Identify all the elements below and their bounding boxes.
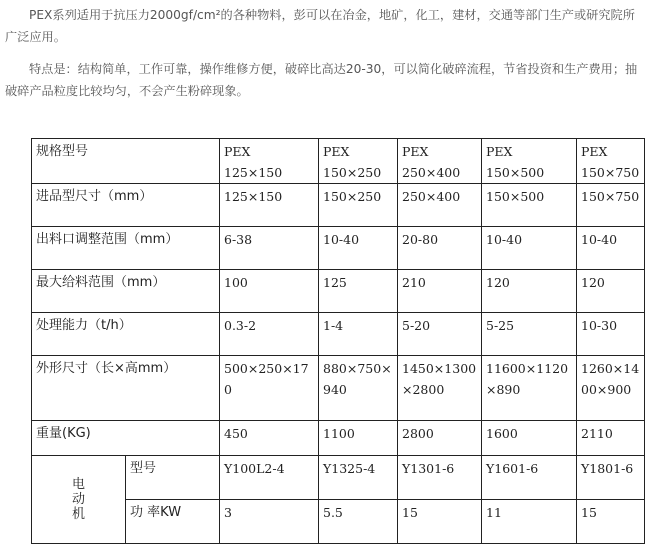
model-header: PEX 150×250: [319, 139, 398, 184]
table-cell: 120: [482, 270, 577, 313]
table-cell: 15: [577, 500, 645, 544]
table-row: [32, 184, 645, 227]
motor-model-label: 型号: [126, 456, 220, 500]
table-cell: 125×150: [220, 184, 319, 227]
table-cell: 2110: [577, 421, 645, 456]
table-cell: 1260×1400×900: [577, 356, 645, 421]
table-cell: 6-38: [220, 227, 319, 270]
model-header: PEX 150×500: [482, 139, 577, 184]
table-cell: 5-25: [482, 313, 577, 356]
table-cell: 11: [482, 500, 577, 544]
motor-label: [32, 456, 126, 544]
table-cell: 120: [577, 270, 645, 313]
table-row: [32, 227, 645, 270]
model-header: PEX 125×150: [220, 139, 319, 184]
table-cell: Y1801-6: [577, 456, 645, 500]
table-cell: 880×750×940: [319, 356, 398, 421]
row-label: 进品型尺寸（mm）: [32, 184, 220, 227]
table-cell: 210: [398, 270, 482, 313]
intro-text: [5, 4, 641, 102]
table-cell: 2800: [398, 421, 482, 456]
table-cell: 20-80: [398, 227, 482, 270]
spec-table: [31, 138, 645, 544]
table-row: [32, 313, 645, 356]
table-cell: 3: [220, 500, 319, 544]
table-cell: 5.5: [319, 500, 398, 544]
intro-paragraph-2: 特点是：结构简单，工作可靠，操作维修方便，破碎比高达20-30，可以简化破碎流程，节省投资和生产费用；抽破碎产品粒度比较均匀，不会产生粉碎现象。: [5, 62, 638, 98]
motor-model-row: [32, 456, 645, 500]
table-cell: 10-40: [319, 227, 398, 270]
table-cell: 15: [398, 500, 482, 544]
table-row: [32, 356, 645, 421]
table-cell: 1-4: [319, 313, 398, 356]
table-row: [32, 270, 645, 313]
table-cell: Y1601-6: [482, 456, 577, 500]
table-cell: 250×400: [398, 184, 482, 227]
header-label: 规格型号: [32, 139, 220, 184]
table-cell: Y1301-6: [398, 456, 482, 500]
row-label: 最大给料范围（mm）: [32, 270, 220, 313]
table-cell: 125: [319, 270, 398, 313]
row-label: 出料口调整范围（mm）: [32, 227, 220, 270]
table-cell: 5-20: [398, 313, 482, 356]
table-cell: 150×750: [577, 184, 645, 227]
table-cell: 0.3-2: [220, 313, 319, 356]
table-cell: 1450×1300×2800: [398, 356, 482, 421]
table-cell: 10-40: [482, 227, 577, 270]
motor-power-label: 功 率KW: [126, 500, 220, 544]
header-row: [32, 139, 645, 184]
table-cell: 10-30: [577, 313, 645, 356]
table-cell: 100: [220, 270, 319, 313]
table-cell: 450: [220, 421, 319, 456]
table-cell: Y1325-4: [319, 456, 398, 500]
table-cell: 1600: [482, 421, 577, 456]
table-cell: 500×250×170: [220, 356, 319, 421]
motor-label-text: 电动机: [72, 477, 86, 522]
model-header: PEX 150×750: [577, 139, 645, 184]
intro-paragraph-1: PEX系列适用于抗压力2000gf/cm²的各种物料，彭可以在冶金，地矿，化工，建材，交通等部门生产或研究院所广泛应用。: [5, 8, 635, 44]
row-label: 处理能力（t/h）: [32, 313, 220, 356]
table-cell: 10-40: [577, 227, 645, 270]
table-row: [32, 421, 645, 456]
row-label: 外形尺寸（长×高mm）: [32, 356, 220, 421]
model-header: PEX 250×400: [398, 139, 482, 184]
table-cell: 1100: [319, 421, 398, 456]
row-label: 重量(KG): [32, 421, 220, 456]
table-cell: 150×500: [482, 184, 577, 227]
table-cell: 11600×1120×890: [482, 356, 577, 421]
table-cell: Y100L2-4: [220, 456, 319, 500]
table-cell: 150×250: [319, 184, 398, 227]
